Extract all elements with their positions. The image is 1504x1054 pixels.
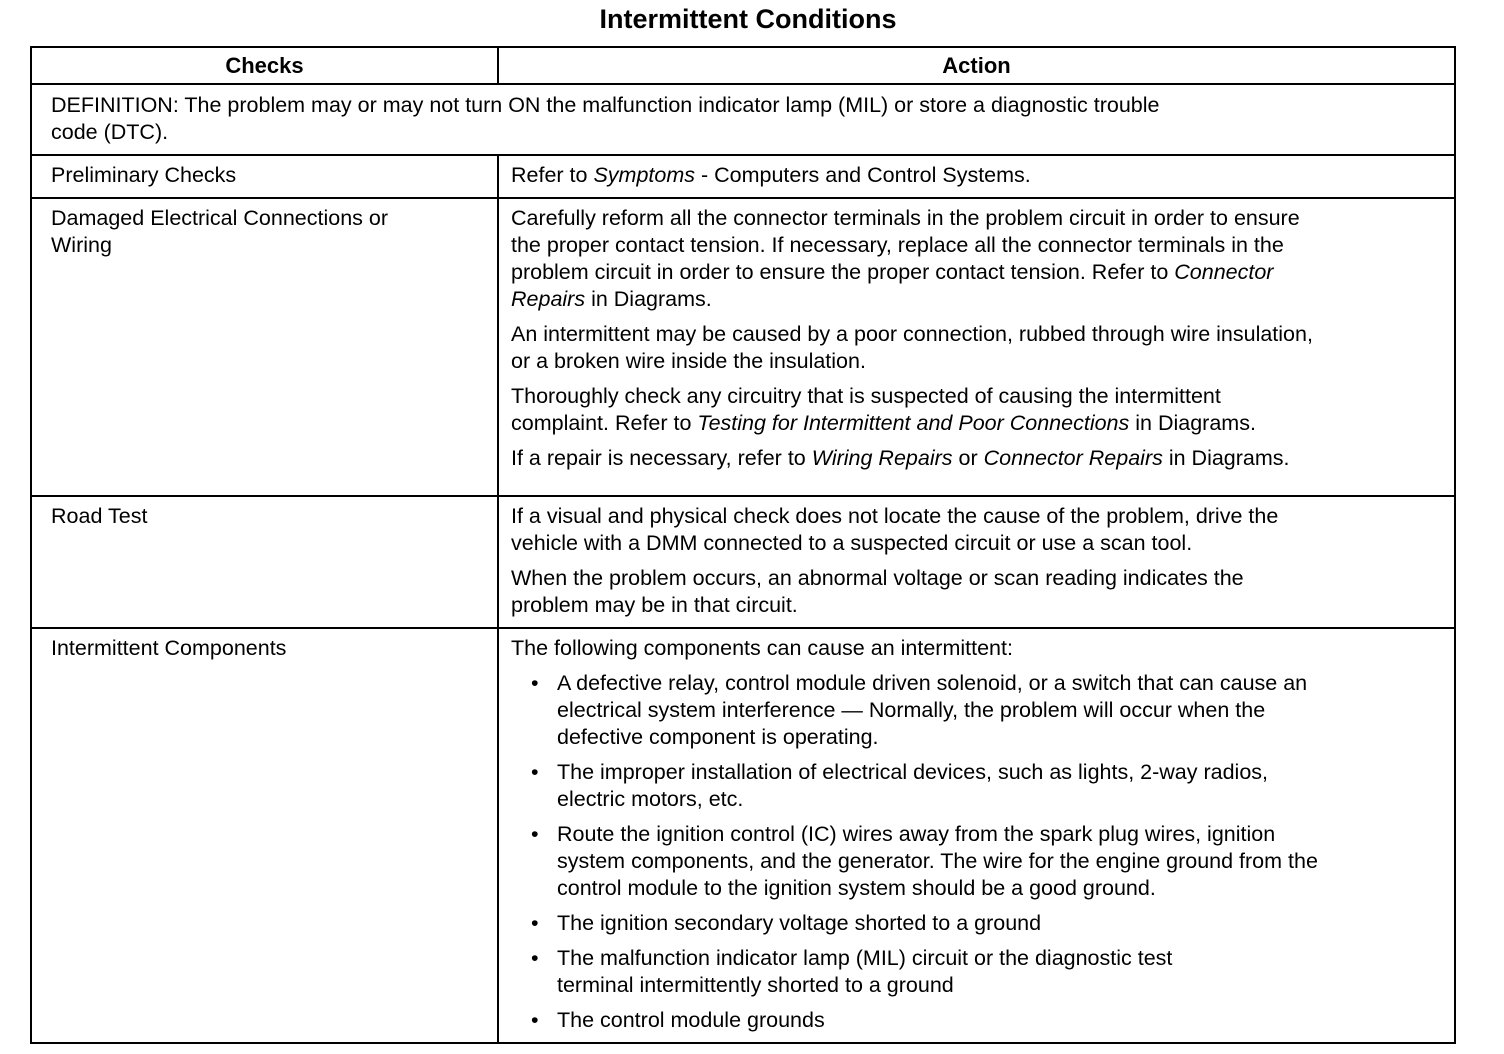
bullet-icon: •: [531, 671, 539, 695]
bullet-item: [511, 910, 1446, 937]
action-cell: [498, 496, 1455, 628]
action-paragraph: [511, 162, 1446, 189]
action-text: The following components can cause an intermittent:: [511, 636, 1013, 660]
bullet-line: defective component is operating.: [557, 725, 879, 749]
action-text: Thoroughly check any circuitry that is suspected of causing the intermittent: [511, 384, 1221, 408]
action-line: [511, 286, 1446, 313]
action-paragraph: [511, 321, 1446, 375]
action-text: in Diagrams.: [585, 287, 712, 311]
table-row: [31, 496, 1455, 628]
bullet-line: Route the ignition control (IC) wires away from the spark plug wires, ignition: [557, 822, 1276, 846]
check-cell: [31, 496, 498, 628]
page-title: Intermittent Conditions: [599, 4, 897, 34]
action-text: or a broken wire inside the insulation.: [511, 349, 866, 373]
action-line: [511, 383, 1446, 410]
action-line: [511, 162, 1446, 189]
bullet-line: terminal intermittently shorted to a ground: [557, 973, 954, 997]
action-line: [511, 530, 1446, 557]
action-text: Carefully reform all the connector terminals in the problem circuit in order to ensure: [511, 206, 1300, 230]
bullet-icon: •: [531, 911, 539, 935]
action-header: Action: [498, 47, 1455, 84]
action-text: An intermittent may be caused by a poor connection, rubbed through wire insulation,: [511, 322, 1313, 346]
table-row: [31, 155, 1455, 198]
action-text: the proper contact tension. If necessary, replace all the connector terminals in the: [511, 233, 1284, 257]
action-text: problem may be in that circuit.: [511, 593, 798, 617]
action-line: [511, 445, 1446, 472]
action-text: If a visual and physical check does not locate the cause of the problem, drive the: [511, 504, 1279, 528]
action-paragraph: [511, 565, 1446, 619]
reference-text: Wiring Repairs: [811, 446, 953, 470]
check-label-line: Damaged Electrical Connections or: [51, 206, 388, 230]
action-cell: [498, 198, 1455, 496]
action-text: - Computers and Control Systems.: [695, 163, 1031, 187]
bullet-icon: •: [531, 1008, 539, 1032]
reference-text: Testing for Intermittent and Poor Connections: [697, 411, 1130, 435]
action-paragraph: [511, 205, 1446, 313]
check-label-line: Intermittent Components: [51, 636, 287, 660]
action-line: [511, 503, 1446, 530]
action-paragraph: [511, 503, 1446, 557]
action-line: [511, 321, 1446, 348]
table-header-row: [31, 47, 1455, 84]
action-line: [511, 259, 1446, 286]
bullet-item: [511, 945, 1446, 999]
action-paragraph: [511, 445, 1446, 472]
action-paragraph: [511, 383, 1446, 437]
check-label-line: Road Test: [51, 504, 148, 528]
bullet-item: [511, 759, 1446, 813]
bullet-icon: •: [531, 760, 539, 784]
bullet-line: The malfunction indicator lamp (MIL) circuit or the diagnostic test: [557, 946, 1173, 970]
bullet-line: system components, and the generator. The wire for the engine ground from the: [557, 849, 1318, 873]
action-line: [511, 565, 1446, 592]
action-text: problem circuit in order to ensure the proper contact tension. Refer to: [511, 260, 1175, 284]
bullet-icon: •: [531, 822, 539, 846]
action-paragraph: [511, 635, 1446, 662]
action-text: When the problem occurs, an abnormal voltage or scan reading indicates the: [511, 566, 1244, 590]
check-cell: [31, 155, 498, 198]
definition-line: code (DTC).: [51, 120, 169, 144]
definition-line: DEFINITION: The problem may or may not turn ON the malfunction indicator lamp (MIL) or store a diagnostic trouble: [51, 93, 1160, 117]
action-line: [511, 410, 1446, 437]
bullet-line: The ignition secondary voltage shorted to a ground: [557, 911, 1042, 935]
check-label-line: Wiring: [51, 233, 112, 257]
table-row: [31, 198, 1455, 496]
bullet-item: [511, 821, 1446, 902]
action-cell: [498, 628, 1455, 1043]
action-line: [511, 635, 1446, 662]
bullet-item: [511, 670, 1446, 751]
bullet-line: The control module grounds: [557, 1008, 825, 1032]
bullet-line: A defective relay, control module driven solenoid, or a switch that can cause an: [557, 671, 1308, 695]
bullet-item: [511, 1007, 1446, 1034]
action-text: in Diagrams.: [1162, 446, 1290, 470]
action-text: or: [952, 446, 984, 470]
reference-text: Symptoms: [593, 163, 696, 187]
action-text: Refer to: [511, 163, 594, 187]
bullet-line: control module to the ignition system should be a good ground.: [557, 876, 1156, 900]
reference-text: Connector: [1174, 260, 1274, 284]
action-cell: [498, 155, 1455, 198]
bullet-line: The improper installation of electrical devices, such as lights, 2-way radios,: [557, 760, 1269, 784]
definition-row: [31, 84, 1455, 155]
reference-text: Repairs: [511, 287, 586, 311]
action-text: vehicle with a DMM connected to a suspected circuit or use a scan tool.: [511, 531, 1193, 555]
reference-text: Connector Repairs: [983, 446, 1163, 470]
intermittent-conditions-table: [30, 46, 1456, 1044]
action-text: complaint. Refer to: [511, 411, 698, 435]
bullet-line: electrical system interference — Normally, the problem will occur when the: [557, 698, 1266, 722]
action-text: If a repair is necessary, refer to: [511, 446, 812, 470]
action-line: [511, 232, 1446, 259]
table-row: [31, 628, 1455, 1043]
checks-header: Checks: [31, 47, 498, 84]
definition-cell: [31, 84, 1455, 155]
check-cell: [31, 628, 498, 1043]
bullet-icon: •: [531, 946, 539, 970]
bullet-line: electric motors, etc.: [557, 787, 744, 811]
check-label-line: Preliminary Checks: [51, 163, 237, 187]
action-text: in Diagrams.: [1129, 411, 1256, 435]
check-cell: [31, 198, 498, 496]
action-line: [511, 205, 1446, 232]
action-line: [511, 592, 1446, 619]
action-line: [511, 348, 1446, 375]
